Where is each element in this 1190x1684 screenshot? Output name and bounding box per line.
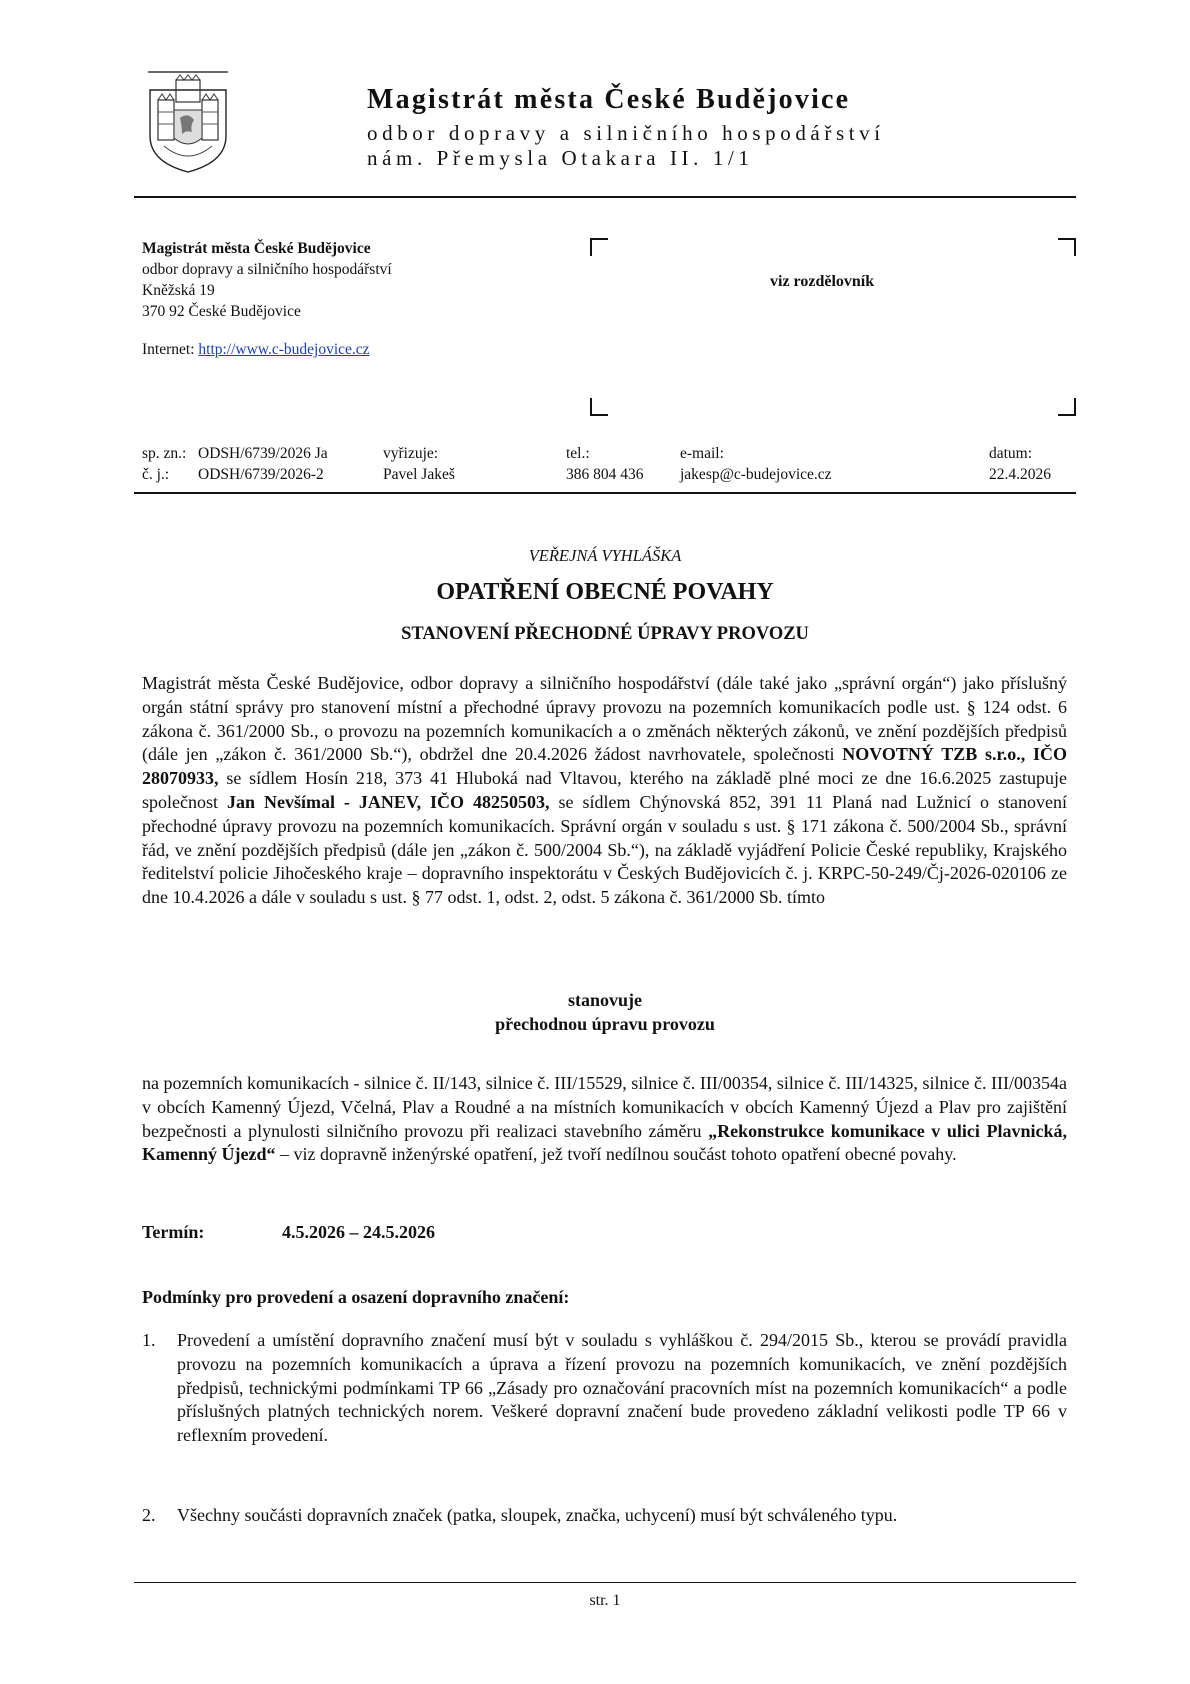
spzn-label: sp. zn.: [142,445,187,462]
para2-text-c: – viz dopravně inženýrské opatření, jež tvoří nedílnou součást tohoto opatření obecné povahy. [275,1144,957,1165]
para1-representative: Jan Nevšímal - JANEV, IČO 48250503, [226,791,550,812]
email [680,443,832,485]
internet-label: Internet: [142,341,195,358]
condition-item [142,1329,1067,1448]
ref-labels [142,443,186,485]
para1-applicant: NOVOTNÝ TZB s.r.o., IČO 28070933, [142,744,1068,789]
date-value: 22.4.2026 [989,466,1051,483]
phone-value: 386 804 436 [566,466,644,483]
handler-label: vyřizuje: [383,445,439,462]
window-corner-tr [1058,238,1076,256]
spzn-value: ODSH/6739/2026 Ja [198,445,328,462]
page-number: str. 1 [589,1592,621,1609]
para2-text-a: na pozemních komunikacích - silnice č. II/143, silnice č. III/15529, silnice č. III/00354, silnice č. III/14325, silnice č. III/00354a v obcích Kamenný Újezd, Včelná, Plav a Roudné a na místních komunikacích v obcích Kamenný Újezd a Plav pro zajištění bezpečnosti a plynulosti silničního provozu při realizaci stavebního záměru [142,1073,1067,1141]
sender-internet [142,341,370,359]
cj-value: ODSH/6739/2026-2 [198,466,324,483]
scope-paragraph [142,1072,1067,1167]
para1-text-a: Magistrát města České Budějovice, odbor dopravy a silničního hospodářství (dále také jako „správní orgán“) jako příslušný orgán státní správy pro stanovení místní a přechodné úpravy provozu na pozemních komunikacích podle ust. § 124 odst. 6 zákona č. 361/2000 Sb., o provozu na pozemních komunikacích a o změnách některých zákonů, ve znění pozdějších předpisů (dále jen „zákon č. 361/2000 Sb.“), obdržel dne 20.4.2026 žádost navrhovatele, společnosti [142,673,1067,765]
sender-address [142,238,392,322]
condition-number: 1. [142,1330,156,1350]
condition-text: Všechny součásti dopravních značek (patka, sloupek, značka, uchycení) musí být schváleného typu. [177,1505,898,1525]
handler-value: Pavel Jakeš [383,466,455,483]
sender-street: Kněžská 19 [142,282,215,299]
window-corner-tl [590,238,608,256]
email-label: e-mail: [680,445,724,462]
ref-values [198,443,328,485]
phone [566,443,644,485]
decision-verb: stanovuje [567,990,642,1010]
header-title: Magistrát města České Budějovice [367,84,851,115]
para1-text-e: se sídlem Chýnovská 852, 391 11 Planá nad Lužnicí o stanovení přechodné úpravy provozu na pozemních komunikacích. Správní orgán v souladu s ust. § 171 zákona č. 500/2004 Sb., správní řád, ve znění pozdějších předpisů (dále jen „zákon č. 500/2004 Sb.“), na základě vyjádření Policie České republiky, Krajského ředitelství policie Jihočeského kraje – dopravního inspektorátu v Českých Budějovicích č. j. KRPC-50-249/Čj-2026-020106 ze dne 10.4.2026 a dále v souladu s ust. § 77 odst. 1, odst. 2, odst. 5 zákona č. 361/2000 Sb. tímto [142,791,1068,908]
header-divider [134,196,1076,198]
email-value: jakesp@c-budejovice.cz [680,466,832,483]
header-department: odbor dopravy a silničního hospodářství [367,121,885,145]
condition-text: Provedení a umístění dopravního značení musí být v souladu s vyhláškou č. 294/2015 Sb., kterou se provádí pravidla provozu na pozemních komunikacích a úprava a řízení provozu na pozemních komunikacích, ve znění pozdějších předpisů, technickými podmínkami TP 66 „Zásady pro označování pracovních míst na pozemních komunikacích“ a podle příslušných platných technických norem. Veškeré dopravní značení bude provedeno základní velikosti podle TP 66 v reflexním provedení. [177,1330,1067,1446]
decision-object: přechodnou úpravu provozu [495,1013,715,1034]
conditions-heading: Podmínky pro provedení a osazení dopravního značení: [142,1287,570,1307]
internet-link[interactable]: http://www.c-budejovice.cz [198,341,370,358]
term-value: 4.5.2026 – 24.5.2026 [282,1222,435,1242]
window-corner-bl [590,398,608,416]
phone-label: tel.: [566,445,590,462]
city-crest-logo [144,70,232,174]
handler [383,443,455,485]
meta-divider [134,492,1076,494]
recipient: viz rozdělovník [770,273,875,290]
footer-divider [134,1582,1076,1583]
sender-city: 370 92 České Budějovice [142,303,301,320]
window-corner-br [1058,398,1076,416]
doc-kind: VEŘEJNÁ VYHLÁŠKA [528,546,682,565]
condition-number: 2. [142,1505,156,1525]
date [989,443,1051,485]
date-label: datum: [989,445,1033,462]
term-label: Termín: [142,1222,205,1242]
sender-dept: odbor dopravy a silničního hospodářství [142,261,392,278]
doc-title: OPATŘENÍ OBECNÉ POVAHY [436,579,774,605]
doc-subtitle: STANOVENÍ PŘECHODNÉ ÚPRAVY PROVOZU [401,624,809,644]
header-address: nám. Přemysla Otakara II. 1/1 [367,146,754,170]
sender-name: Magistrát města České Budějovice [142,240,371,257]
intro-paragraph [142,672,1067,910]
cj-label: č. j.: [142,466,170,483]
condition-item [142,1504,1067,1528]
para1-text-c: se sídlem Hosín 218, 373 41 Hluboká nad Vltavou, kterého na základě plné moci ze dne 16.6.2025 zastupuje společnost [142,768,1067,812]
decision-heading [134,989,1076,1037]
para2-project: „Rekonstrukce komunikace v ulici Plavnická, Kamenný Újezd“ [142,1120,1067,1165]
